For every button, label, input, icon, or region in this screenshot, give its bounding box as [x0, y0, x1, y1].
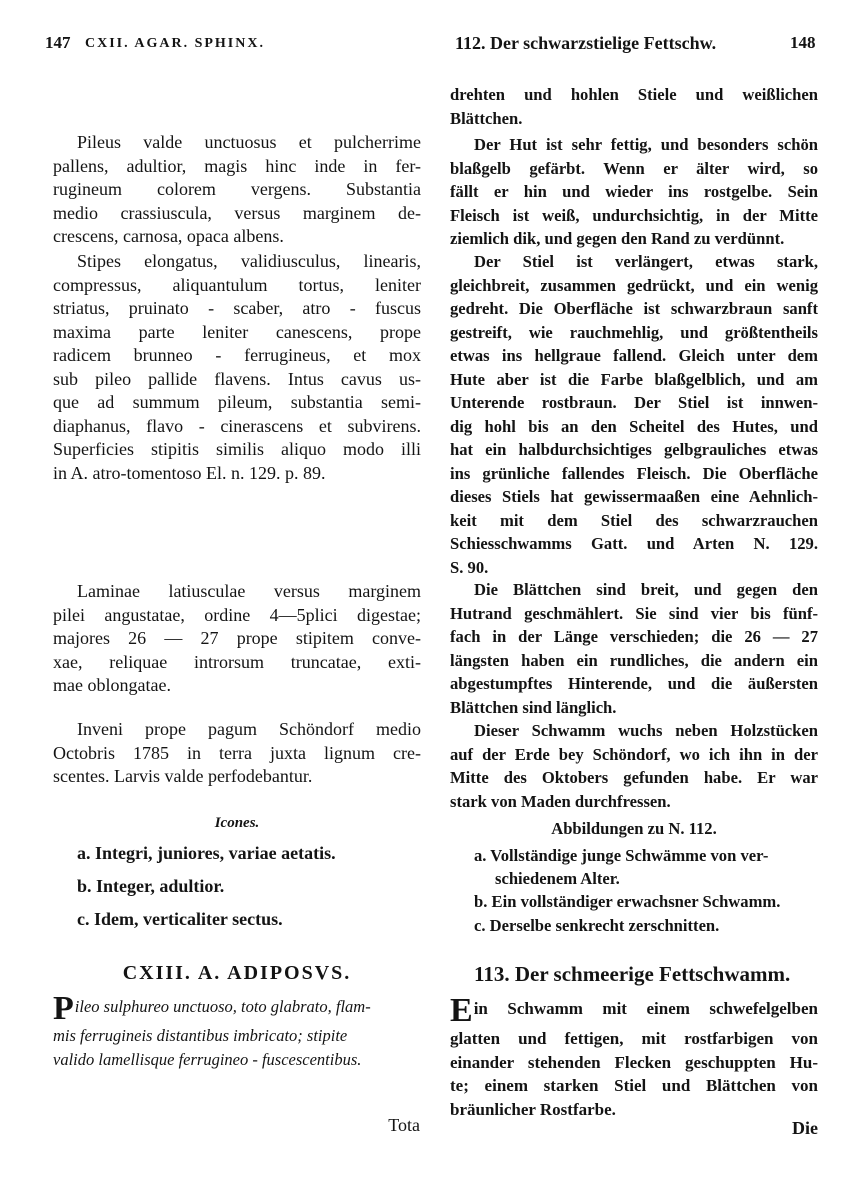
text-line: etwas ins hellgraue fallend. Gleich unter dem: [450, 346, 818, 365]
diagnosis-line: ileo sulphureo unctuoso, toto glabrato, flam-: [74, 997, 371, 1016]
text-line: fällt er hin und wieder ins rostgelbe. Sein: [450, 182, 818, 201]
ein-line: glatten und fettigen, mit rostfarbigen von: [450, 1029, 818, 1048]
paragraph-inveni: [53, 718, 421, 789]
text-line: keit mit dem Stiel des schwarzrauchen: [450, 510, 818, 530]
icones-list: [53, 837, 336, 936]
text-line: Fleisch ist weiß, undurchsichtig, in der Mitte: [450, 205, 818, 225]
abbildungen-item-b: b. Ein vollständiger erwachsner Schwamm.: [474, 892, 781, 912]
species-heading-right: 113. Der schmeerige Fettschwamm.: [474, 962, 791, 986]
icones-item-a: a. Integri, juniores, variae aetatis.: [77, 843, 336, 863]
abbildungen-list: [450, 844, 780, 937]
text-line: Hute aber ist die Farbe blaßgelblich, und am: [450, 369, 818, 389]
text-line: abgestumpftes Hinterende, und die äußersten: [450, 674, 818, 693]
text-line: Stipes elongatus, validiusculus, linearis,: [77, 251, 421, 271]
text-line: stark von Maden durchfressen.: [450, 791, 671, 811]
paragraph-stiel: [450, 250, 818, 579]
icones-title: Icones.: [214, 815, 260, 831]
text-line: Der Hut ist sehr fettig, und besonders schön: [474, 135, 818, 154]
text-line: Pileus valde unctuosus et pulcherrime: [77, 132, 421, 152]
text-line: Unterende rostbraun. Der Stiel ist innwen-: [450, 393, 818, 412]
text-line: gedreht. Die Oberfläche ist schwarzbraun sanft: [450, 299, 818, 318]
text-line: compressus, aliquantulum tortus, leniter: [53, 274, 421, 295]
text-line: Dieser Schwamm wuchs neben Holzstücken: [474, 721, 818, 740]
text-line: sub pileo pallide flavens. Intus cavus us-: [53, 368, 421, 389]
ein-line: in Schwamm mit einem schwefelgelben: [473, 999, 818, 1018]
text-line: striatus, pruinato - scaber, atro - fuscus: [53, 298, 421, 318]
text-line: dieses Stiels hat gewissermaaßen eine Aehnlich-: [450, 487, 818, 506]
ein-line: bräunlicher Rostfarbe.: [450, 1099, 616, 1119]
text-line: dig hohl bis an den Scheitel des Hutes, und: [450, 416, 818, 436]
text-line: ins grünliche fallendes Fleisch. Die Oberfläche: [450, 463, 818, 483]
text-line: Die Blättchen sind breit, und gegen den: [474, 580, 818, 599]
text-line: rugineum colorem vergens. Substantia: [53, 179, 421, 199]
text-line: pallens, adultior, magis hinc inde in fer-: [53, 155, 421, 176]
text-line: diaphanus, flavo - cinerascens et subvirens.: [53, 415, 421, 436]
text-line: scentes. Larvis valde perfodebantur.: [53, 766, 313, 786]
text-line: Mitte des Oktobers gefunden habe. Er war: [450, 768, 818, 787]
diagnosis-line: valido lamellisque ferrugineo - fuscescentibus.: [53, 1050, 362, 1069]
text-line: Blättchen.: [450, 108, 523, 128]
page-number-left: 147: [45, 33, 71, 52]
text-line: hat ein halbdurchsichtiges gelbgrauliches etwas: [450, 440, 818, 459]
drop-cap: P: [53, 990, 74, 1027]
text-line: Octobris 1785 in terra juxta lignum cre-: [53, 742, 421, 763]
abbildungen-title: Abbildungen zu N. 112.: [551, 819, 717, 838]
icones-item-b: b. Integer, adultior.: [77, 876, 225, 896]
catchword-left: Tota: [388, 1115, 420, 1135]
species-heading-left: CXIII. A. ADIPOSVS.: [122, 962, 352, 984]
text-line: gestreift, wie rauchmehlig, und größtentheils: [450, 322, 818, 342]
ein-line: einander stehenden Flecken geschuppten Hu-: [450, 1052, 818, 1072]
text-line: crescens, carnosa, opaca albens.: [53, 226, 284, 246]
paragraph-laminae: [53, 580, 421, 698]
diagnosis: [53, 990, 421, 1072]
text-line: ziemlich dik, und gegen den Rand zu verdünnt.: [450, 229, 785, 248]
text-line: que ad summum pileum, substantia semi-: [53, 392, 421, 412]
paragraph-blaettchen: [450, 578, 818, 719]
ein-line: te; einem starken Stiel und Blättchen von: [450, 1076, 818, 1095]
running-head-right: 112. Der schwarzstielige Fettschw.: [455, 33, 717, 53]
paragraph-continuation: [450, 83, 818, 130]
text-line: Laminae latiusculae versus marginem: [77, 581, 421, 601]
page-number-right: 148: [790, 33, 816, 52]
text-line: medio crassiuscula, versus marginem de-: [53, 202, 421, 223]
text-line: Inveni prope pagum Schöndorf medio: [77, 719, 421, 739]
paragraph-stipes: [53, 250, 421, 485]
text-line: pilei angustatae, ordine 4—5plici digestae;: [53, 604, 421, 625]
paragraph-ein: [450, 992, 818, 1120]
paragraph-pileus: [53, 131, 421, 249]
abbildungen-item-c: c. Derselbe senkrecht zerschnitten.: [474, 915, 720, 935]
text-line: blaßgelb gefärbt. Wenn er älter wird, so: [450, 158, 818, 178]
text-line: Blättchen sind länglich.: [450, 697, 617, 717]
diagnosis-line: mis ferrugineis distantibus imbricato; stipite: [53, 1026, 348, 1045]
abbildungen-item-a-cont: schiedenem Alter.: [495, 869, 620, 889]
text-line: Schiesschwamms Gatt. und Arten N. 129.: [450, 534, 818, 553]
text-line: xae, reliquae introrsum truncatae, exti-: [53, 651, 421, 672]
text-line: Hutrand geschmählert. Sie sind vier bis fünf-: [450, 603, 818, 623]
running-head-left: CXII. AGAR. SPHINX.: [85, 36, 265, 51]
text-line: radicem brunneo - ferrugineus, et mox: [53, 345, 421, 365]
drop-cap: E: [450, 992, 473, 1029]
text-line: Der Stiel ist verlängert, etwas stark,: [474, 252, 818, 271]
text-line: gleichbreit, zusammen gedrückt, und ein wenig: [450, 275, 818, 295]
text-line: majores 26 — 27 prope stipitem conve-: [53, 628, 421, 648]
abbildungen-item-a: a. Vollständige junge Schwämme von ver-: [474, 846, 769, 865]
text-line: maxima parte leniter canescens, prope: [53, 321, 421, 342]
text-line: Superficies stipitis similis aliquo modo illi: [53, 439, 421, 459]
text-line: S. 90.: [450, 557, 489, 577]
text-line: fach in der Länge verschieden; die 26 — 27: [450, 627, 818, 646]
text-line: drehten und hohlen Stiele und weißlichen: [450, 85, 818, 104]
text-line: mae oblongatae.: [53, 675, 171, 695]
text-line: in A. atro-tomentoso El. n. 129. p. 89.: [53, 462, 326, 483]
catchword-right: Die: [792, 1118, 818, 1138]
paragraph-hut: [450, 133, 818, 251]
text-line: auf der Erde bey Schöndorf, wo ich ihn in der: [450, 744, 818, 764]
text-line: längsten haben ein rundliches, die andern ein: [450, 650, 818, 670]
paragraph-dieser: [450, 719, 818, 813]
icones-item-c: c. Idem, verticaliter sectus.: [77, 909, 283, 929]
